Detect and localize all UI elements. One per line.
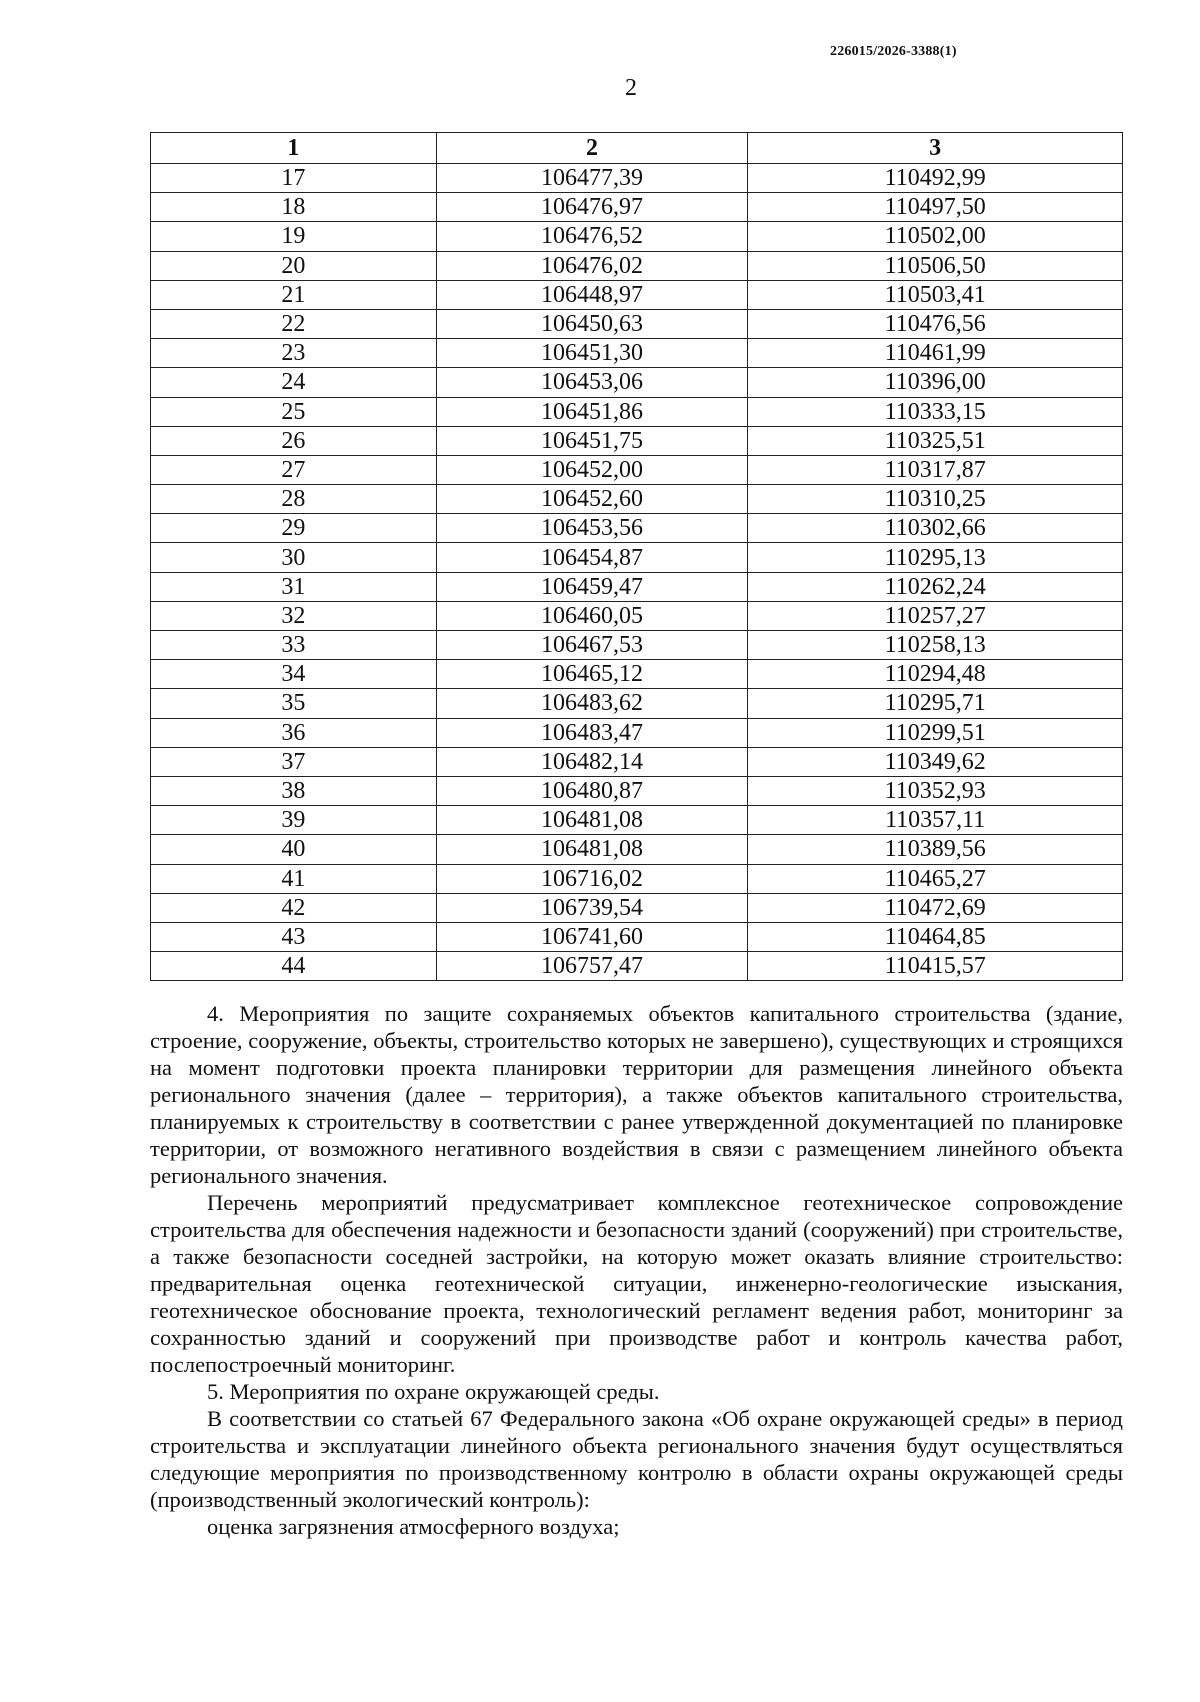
table-row	[151, 747, 1123, 776]
table-row	[151, 660, 1123, 689]
table-cell: 106452,00	[436, 455, 748, 484]
table-row	[151, 776, 1123, 805]
table-cell: 106757,47	[436, 952, 748, 981]
table-row	[151, 309, 1123, 338]
table-row	[151, 952, 1123, 981]
table-cell: 106459,47	[436, 572, 748, 601]
table-row	[151, 572, 1123, 601]
table-cell: 106480,87	[436, 776, 748, 805]
table-cell: 110465,27	[748, 864, 1123, 893]
table-row	[151, 368, 1123, 397]
table-cell: 23	[151, 339, 437, 368]
table-cell: 110502,00	[748, 222, 1123, 251]
table-cell: 106741,60	[436, 922, 748, 951]
paragraph-federal-law: В соответствии со статьей 67 Федерального закона «Об охране окружающей среды» в период строительства и эксплуатации линейного объекта регионального значения будут осуществляться следующие мероприятия по производственному контролю в области охраны окружающей среды (производственный экологический контроль):	[150, 1406, 1123, 1512]
table-row	[151, 193, 1123, 222]
table-row	[151, 426, 1123, 455]
table-row	[151, 164, 1123, 193]
table-cell: 40	[151, 835, 437, 864]
table-row	[151, 222, 1123, 251]
table-cell: 31	[151, 572, 437, 601]
table-cell: 110294,48	[748, 660, 1123, 689]
paragraph-section-5: 5. Мероприятия по охране окружающей среды.	[207, 1379, 660, 1404]
table-cell: 106476,97	[436, 193, 748, 222]
table-cell: 110349,62	[748, 747, 1123, 776]
table-row	[151, 455, 1123, 484]
table-cell: 106451,86	[436, 397, 748, 426]
table-row	[151, 339, 1123, 368]
table-cell: 36	[151, 718, 437, 747]
document-number: 226015/2026-3388(1)	[830, 44, 957, 59]
table-cell: 18	[151, 193, 437, 222]
table-cell: 110325,51	[748, 426, 1123, 455]
table-cell: 106451,30	[436, 339, 748, 368]
table-header-row	[151, 133, 1123, 164]
table-cell: 106452,60	[436, 485, 748, 514]
table-cell: 110352,93	[748, 776, 1123, 805]
table-row	[151, 806, 1123, 835]
table-cell: 41	[151, 864, 437, 893]
table-cell: 30	[151, 543, 437, 572]
column-header-1: 1	[151, 133, 437, 164]
table-row	[151, 864, 1123, 893]
table-cell: 106453,06	[436, 368, 748, 397]
table-cell: 110472,69	[748, 893, 1123, 922]
table-cell: 24	[151, 368, 437, 397]
table-cell: 38	[151, 776, 437, 805]
table-cell: 110415,57	[748, 952, 1123, 981]
table-cell: 42	[151, 893, 437, 922]
paragraph-geotechnical: Перечень мероприятий предусматривает комплексное геотехническое сопровождение строительства для обеспечения надежности и безопасности зданий (сооружений) при строительстве, а также безопасности соседней застройки, на которую может оказать влияние строительство: предварительная оценка геотехнической ситуации, инженерно-геологические изыскания, геотехническое обоснование проекта, технологический регламент ведения работ, мониторинг за сохранностью зданий и сооружений при производстве работ и контроль качества работ, послепостроечный мониторинг.	[150, 1190, 1123, 1377]
paragraph-list-item: оценка загрязнения атмосферного воздуха;	[207, 1514, 620, 1539]
table-cell: 26	[151, 426, 437, 455]
table-cell: 106448,97	[436, 280, 748, 309]
table-cell: 110461,99	[748, 339, 1123, 368]
table-cell: 44	[151, 952, 437, 981]
table-cell: 22	[151, 309, 437, 338]
table-body	[151, 164, 1123, 981]
table-cell: 106454,87	[436, 543, 748, 572]
table-cell: 19	[151, 222, 437, 251]
table-cell: 106739,54	[436, 893, 748, 922]
table-cell: 106453,56	[436, 514, 748, 543]
table-cell: 106465,12	[436, 660, 748, 689]
table-cell: 110357,11	[748, 806, 1123, 835]
table-cell: 20	[151, 251, 437, 280]
table-row	[151, 601, 1123, 630]
table-row	[151, 543, 1123, 572]
table-cell: 25	[151, 397, 437, 426]
table-row	[151, 514, 1123, 543]
table-cell: 110503,41	[748, 280, 1123, 309]
table-cell: 110310,25	[748, 485, 1123, 514]
table-cell: 17	[151, 164, 437, 193]
table-cell: 110476,56	[748, 309, 1123, 338]
table-cell: 33	[151, 631, 437, 660]
table-cell: 28	[151, 485, 437, 514]
table-cell: 39	[151, 806, 437, 835]
table-cell: 110302,66	[748, 514, 1123, 543]
table-cell: 106476,52	[436, 222, 748, 251]
table-cell: 106481,08	[436, 806, 748, 835]
coordinates-table	[150, 132, 1123, 981]
table-cell: 32	[151, 601, 437, 630]
table-cell: 106476,02	[436, 251, 748, 280]
table-row	[151, 280, 1123, 309]
table-cell: 29	[151, 514, 437, 543]
table-row	[151, 835, 1123, 864]
table-cell: 106477,39	[436, 164, 748, 193]
table-cell: 106451,75	[436, 426, 748, 455]
table-cell: 110295,71	[748, 689, 1123, 718]
table-cell: 110258,13	[748, 631, 1123, 660]
table-cell: 110492,99	[748, 164, 1123, 193]
paragraph-section-4: 4. Мероприятия по защите сохраняемых объектов капитального строительства (здание, строение, сооружение, объекты, строительство которых не завершено), существующих и строящихся на момент подготовки проекта планировки территории для размещения линейного объекта регионального значения (далее – территория), а также объектов капитального строительства, планируемых к строительству в соответствии с ранее утвержденной документацией по планировке территории, от возможного негативного воздействия в связи с размещением линейного объекта регионального значения.	[150, 1001, 1123, 1188]
table-cell: 110295,13	[748, 543, 1123, 572]
table-cell: 110262,24	[748, 572, 1123, 601]
table-cell: 110299,51	[748, 718, 1123, 747]
table-cell: 27	[151, 455, 437, 484]
table-cell: 110257,27	[748, 601, 1123, 630]
table-row	[151, 893, 1123, 922]
table-cell: 37	[151, 747, 437, 776]
table-cell: 106450,63	[436, 309, 748, 338]
table-cell: 110464,85	[748, 922, 1123, 951]
table-cell: 34	[151, 660, 437, 689]
table-row	[151, 922, 1123, 951]
table-cell: 110506,50	[748, 251, 1123, 280]
table-row	[151, 689, 1123, 718]
table-cell: 35	[151, 689, 437, 718]
table-cell: 110497,50	[748, 193, 1123, 222]
table-row	[151, 251, 1123, 280]
table-row	[151, 485, 1123, 514]
column-header-3: 3	[748, 133, 1123, 164]
table-row	[151, 631, 1123, 660]
table-cell: 110396,00	[748, 368, 1123, 397]
table-row	[151, 718, 1123, 747]
column-header-2: 2	[436, 133, 748, 164]
table-cell: 110317,87	[748, 455, 1123, 484]
table-cell: 106467,53	[436, 631, 748, 660]
table-cell: 21	[151, 280, 437, 309]
table-cell: 106483,62	[436, 689, 748, 718]
body-text	[150, 1000, 1123, 1540]
table-cell: 106483,47	[436, 718, 748, 747]
table-cell: 110333,15	[748, 397, 1123, 426]
table-cell: 106481,08	[436, 835, 748, 864]
table-cell: 106460,05	[436, 601, 748, 630]
table-cell: 43	[151, 922, 437, 951]
table-row	[151, 397, 1123, 426]
table-cell: 106482,14	[436, 747, 748, 776]
table-cell: 110389,56	[748, 835, 1123, 864]
page-number: 2	[625, 75, 637, 101]
table-cell: 106716,02	[436, 864, 748, 893]
